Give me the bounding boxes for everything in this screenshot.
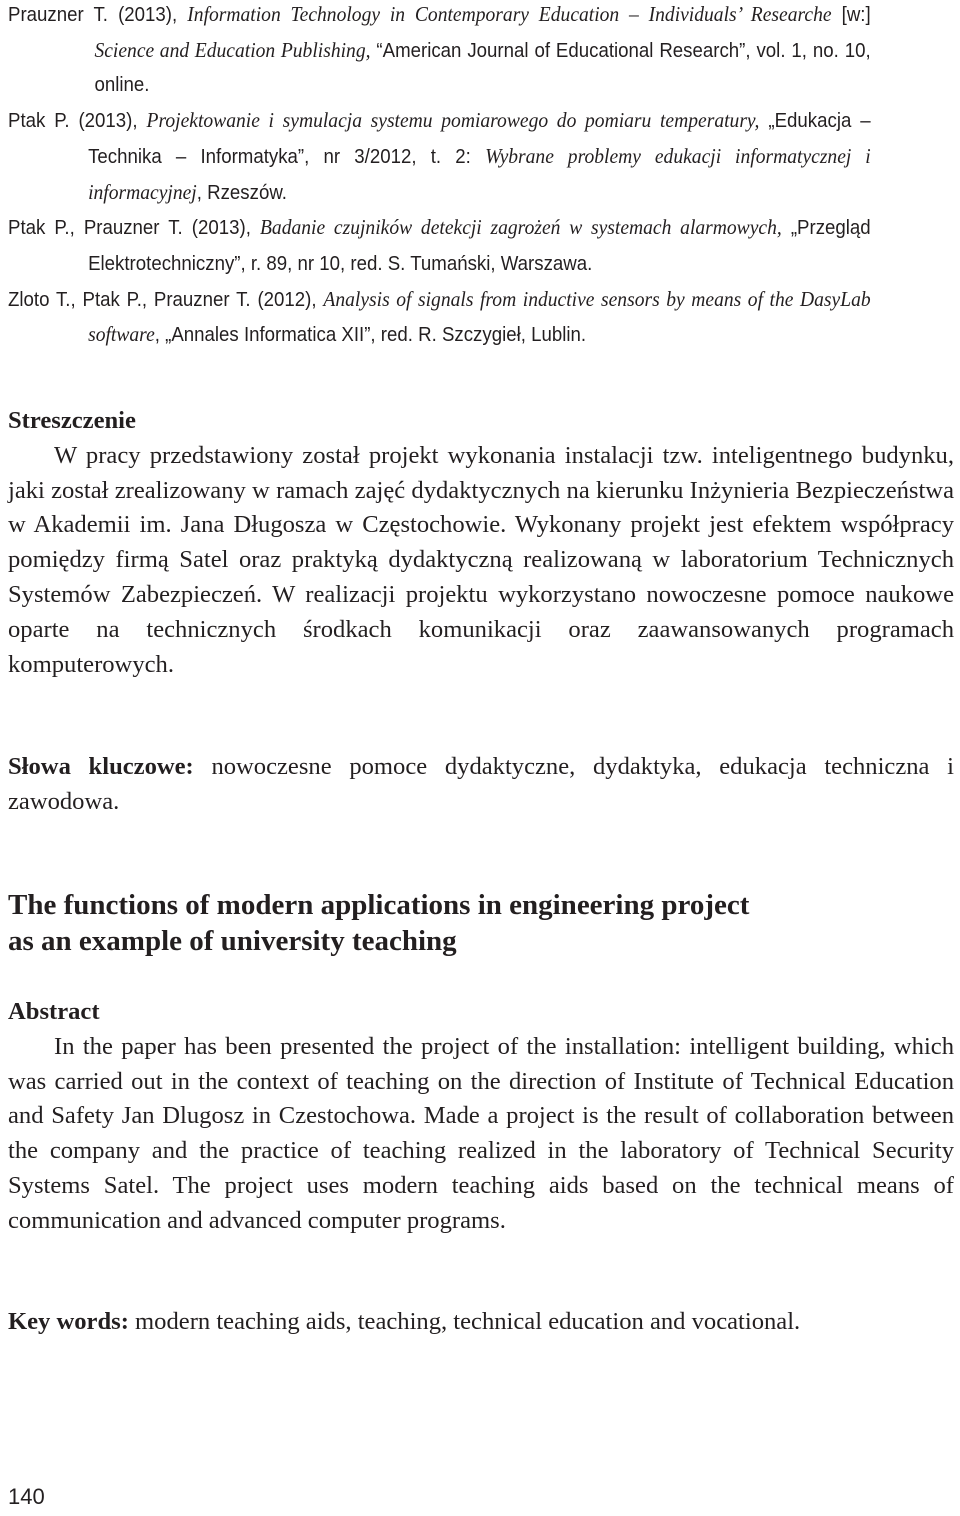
english-title-line1: The functions of modern applications in engineering project (8, 889, 750, 921)
reference-item: Zloto T., Ptak P., Prauzner T. (2012), Analysis of signals from inductive sensors by means of the DasyLab software, „Annales Informatica XII”, red. R. Szczygieł, Lublin. (8, 286, 871, 347)
abstract-section (8, 995, 954, 1239)
streszczenie-heading: Streszczenie (8, 407, 136, 434)
streszczenie-section (8, 404, 954, 682)
slowa-kluczowe-label: Słowa kluczowe: (8, 753, 194, 780)
key-words-label: Key words: (8, 1308, 129, 1335)
slowa-kluczowe-text: nowoczesne pomoce dydaktyczne, dydaktyka, edukacja techniczna i zawodowa. (8, 753, 955, 815)
abstract-heading: Abstract (8, 998, 100, 1025)
reference-item: Ptak P. (2013), Projektowanie i symulacja systemu pomiarowego do pomiaru temperatury, „Edukacja – Technika – Informatyka”, nr 3/2012, t. 2: Wybrane problemy edukacji informatycznej i informacyjnej, Rzeszów. (8, 108, 871, 204)
slowa-kluczowe (8, 750, 954, 820)
english-title-line2: as an example of university teaching (8, 925, 457, 957)
abstract-body: In the paper has been presented the project of the installation: intelligent building, which was carried out in the context of teaching on the direction of Institute of Technical Education and Safety Jan Dlugosz in Czestochowa. Made a project is the result of collaboration between the company and the practice of teaching realized in the laboratory of Technical Security Systems Satel. The project uses modern teaching aids based on the technical means of communication and advanced computer programs. (8, 1032, 954, 1234)
key-words (8, 1305, 954, 1340)
streszczenie-body: W pracy przedstawiony został projekt wykonania instalacji tzw. inteligentnego budynku, jaki został zrealizowany w ramach zajęć dydaktycznych na kierunku Inżynieria Bezpieczeństwa w Akademii im. Jana Długosza w Częstochowie. Wykonany projekt jest efektem współpracy pomiędzy firmą Satel oraz praktyką dydaktyczną realizowaną w laboratorium Technicznych Systemów Zabezpieczeń. W realizacji projektu wykorzystano nowoczesne pomoce naukowe oparte na technicznych środkach komunikacji oraz zaawansowanych programach komputerowych. (8, 441, 954, 678)
page-number: 140 (8, 1484, 45, 1509)
reference-item: Ptak P., Prauzner T. (2013), Badanie czujników detekcji zagrożeń w systemach alarmowych, „Przegląd Elektrotechniczny”, r. 89, nr 10, red. S. Tumański, Warszawa. (8, 215, 871, 275)
reference-item: Prauzner T. (2013), Information Technology in Contemporary Education – Individuals’ Researche [w:] Science and Education Publishing, “American Journal of Educational Research”, vol. 1, no. 10, online. (8, 2, 871, 97)
english-title (8, 887, 954, 959)
reference-list (8, 0, 871, 353)
key-words-text: modern teaching aids, teaching, technical education and vocational. (128, 1308, 801, 1335)
